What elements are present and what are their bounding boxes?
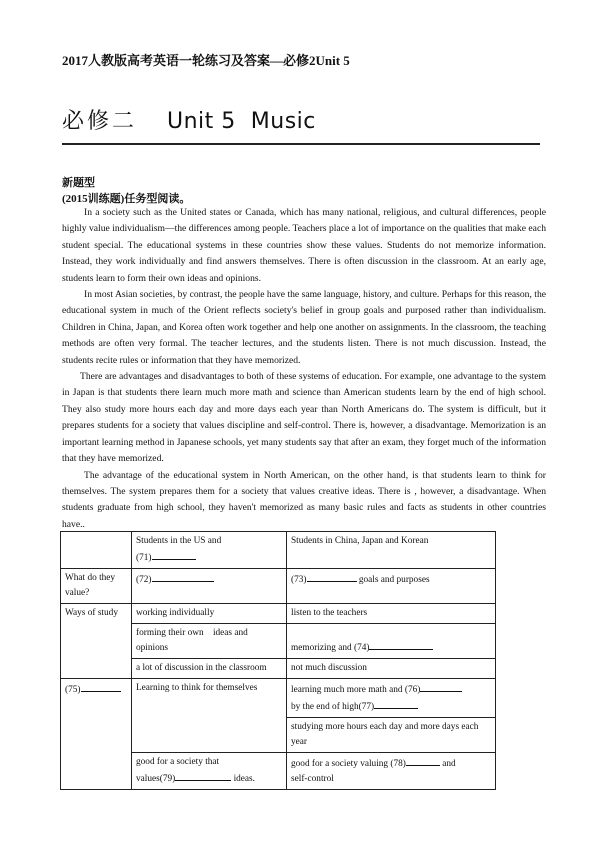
cell-text: good for a society valuing (78) xyxy=(291,759,406,769)
row-label-ways: Ways of study xyxy=(61,604,132,679)
table-cell xyxy=(287,532,496,569)
cell-text: by the end of high(77) xyxy=(291,702,375,712)
table-cell xyxy=(287,753,496,790)
table-cell xyxy=(132,569,287,604)
paragraph: There are advantages and disadvantages to both of these systems of education. For example, one advantage to the system in Japan is that students there learn much more math and science than American students learn by the end of high school. They also study more hours each day and more days each year than North Americans do. The system is difficult, but it prepares students for a society that values discipline and self-control. There is, however, a disadvantage. Memorization is an important learning method in Japanese schools, yet many students say that after an exam, they forget much of the information that they have memorized. xyxy=(62,371,546,465)
answer-blank[interactable] xyxy=(175,770,231,781)
cell-text: learning much more math and (76) xyxy=(291,685,421,695)
answer-blank[interactable] xyxy=(307,571,357,582)
cell-text: good for a society that xyxy=(136,757,220,767)
table-cell: working individually xyxy=(132,604,287,624)
table-cell xyxy=(287,569,496,604)
blank-number: (71) xyxy=(136,553,152,563)
table-cell: a lot of discussion in the classroom xyxy=(132,659,287,679)
book-label: 必修二 xyxy=(62,109,138,134)
answer-blank[interactable] xyxy=(81,681,121,692)
answer-blank[interactable] xyxy=(152,549,196,560)
table-cell: Learning to think for themselves xyxy=(132,679,287,753)
row-label-value: What do they value? xyxy=(61,569,132,604)
cell-text: values(79) xyxy=(136,774,176,784)
answer-blank[interactable] xyxy=(374,698,418,709)
unit-title xyxy=(62,104,540,145)
table-cell xyxy=(287,679,496,718)
cell-text: ideas. xyxy=(231,774,256,784)
table-cell xyxy=(132,753,287,790)
column-header-us: Students in the US and xyxy=(136,536,222,546)
answer-blank[interactable] xyxy=(420,681,462,692)
table-row xyxy=(61,532,496,569)
task-label: (2015训练题)任务型阅读。 xyxy=(62,193,191,205)
unit-label: Unit 5 Music xyxy=(167,109,316,134)
section-label: 新题型 xyxy=(62,177,95,189)
blank-number: (73) xyxy=(291,575,307,585)
document-header: 2017人教版高考英语一轮练习及答案—必修2Unit 5 xyxy=(62,53,350,68)
table-cell xyxy=(132,532,287,569)
paragraph: In most Asian societies, by contrast, the people have the same language, history, and culture. Perhaps for this reason, the educational system in much of the Orient reflects society's belief in group goals and purposed rather than individualism. Children in China, Japan, and Korea often work together and help one another on assignments. In the classroom, the teaching methods are often very formal. The teacher lectures, and the students listen. There is not much discussion. Instead, the students recite rules or information that they have memorized. xyxy=(62,289,546,366)
paragraph: In a society such as the United states or Canada, which has many national, religious, and cultural differences, people highly value individualism—the differences among people. Teachers place a lot of importance on the qualities that make each student special. The educational systems in these countries show these values. Students do not memorize information. Instead, they work individually and find answers themselves. There is often discussion in the classroom. At an early age, students learn to form their own ideas and opinions. xyxy=(62,207,546,284)
table-row xyxy=(61,604,496,624)
table-cell xyxy=(61,679,132,790)
cell-text: goals and purposes xyxy=(356,575,430,585)
table-cell: studying more hours each day and more days each year xyxy=(287,718,496,753)
answer-blank[interactable] xyxy=(369,639,433,650)
cell-text: memorizing and (74) xyxy=(291,643,370,653)
blank-number: (72) xyxy=(136,575,152,585)
table-row xyxy=(61,569,496,604)
table-cell: listen to the teachers xyxy=(287,604,496,624)
cell-text: and xyxy=(439,759,456,769)
answer-blank[interactable] xyxy=(152,571,214,582)
answer-table xyxy=(60,531,496,790)
table-row xyxy=(61,679,496,718)
table-cell xyxy=(287,624,496,659)
table-cell xyxy=(61,532,132,569)
cell-text: self-control xyxy=(291,774,334,784)
paragraph: The advantage of the educational system in North American, on the other hand, is that students learn to think for themselves. The system prepares them for a society that values creative ideas. There is , however, a disadvantage. When students graduate from high school, they haven't memorized as many basic rules and facts as students in other countries have.. xyxy=(62,469,546,530)
column-header-asia: Students in China, Japan and Korean xyxy=(291,536,429,546)
blank-number: (75) xyxy=(65,685,81,695)
table-cell: not much discussion xyxy=(287,659,496,679)
reading-passage xyxy=(62,205,546,533)
table-cell: forming their own ideas and opinions xyxy=(132,624,287,659)
answer-blank[interactable] xyxy=(406,755,440,766)
